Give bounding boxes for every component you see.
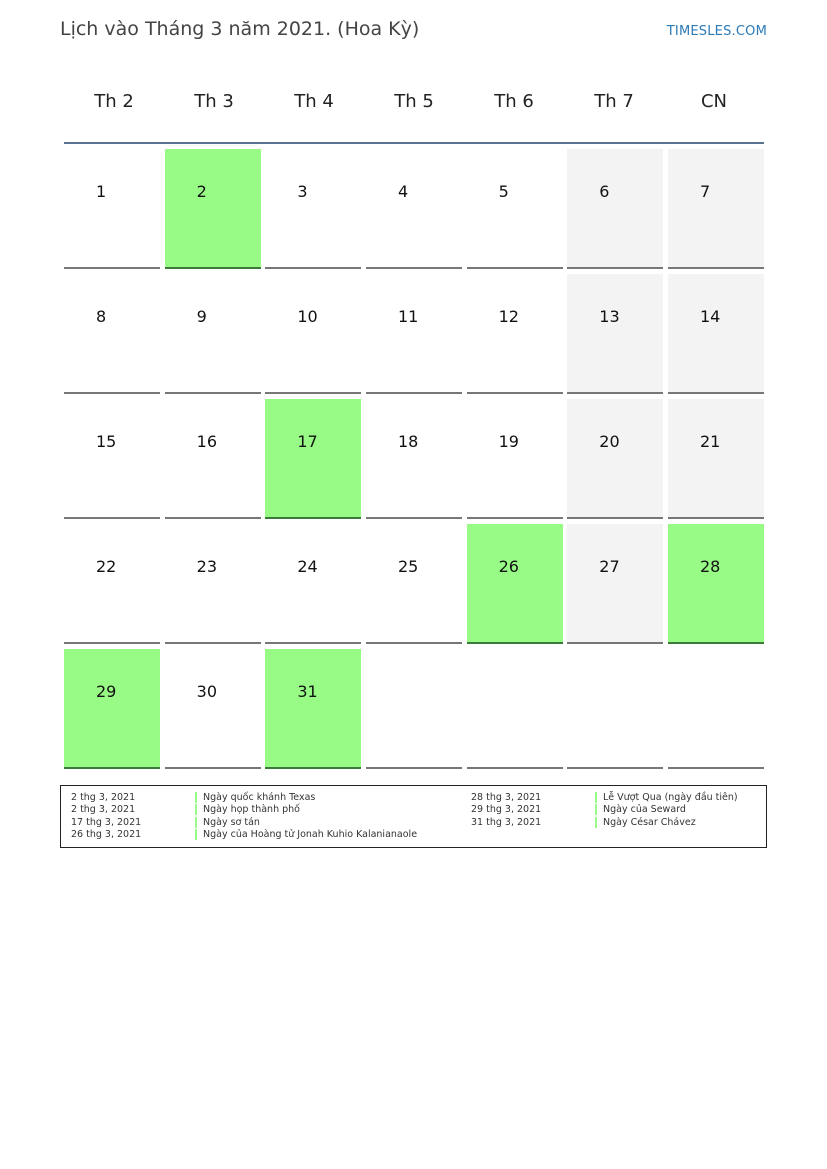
legend-holiday-name: Ngày César Chávez (603, 816, 696, 828)
day-number: 24 (297, 557, 318, 576)
weekday-label: Th 5 (394, 90, 434, 112)
page-title: Lịch vào Tháng 3 năm 2021. (Hoa Kỳ) (60, 18, 420, 40)
day-cell[interactable] (668, 524, 764, 644)
legend-date: 31 thg 3, 2021 (471, 816, 542, 828)
day-cell[interactable] (366, 399, 462, 519)
day-number: 25 (397, 557, 419, 576)
day-cell[interactable] (467, 149, 563, 269)
legend-date: 17 thg 3, 2021 (71, 816, 142, 828)
day-number: 7 (699, 182, 711, 201)
day-number: 17 (297, 432, 318, 451)
legend-date: 2 thg 3, 2021 (71, 804, 136, 816)
holiday-color-marker (595, 792, 597, 803)
legend-row (71, 829, 417, 842)
legend-holiday-name: Ngày của Seward (603, 804, 686, 816)
day-number: 1 (96, 182, 107, 201)
calendar-grid (64, 149, 764, 769)
day-cell[interactable] (567, 149, 663, 269)
day-cell[interactable] (467, 399, 563, 519)
legend-holiday-name: Ngày sơ tán (203, 816, 260, 828)
holiday-color-marker (195, 804, 197, 815)
day-number: 22 (96, 557, 117, 576)
legend-column-left (71, 791, 417, 841)
day-number: 9 (196, 307, 207, 326)
day-cell[interactable] (64, 274, 160, 394)
day-number: 16 (196, 432, 218, 451)
weekday-header (64, 60, 764, 144)
weekday-label: Th 4 (294, 90, 334, 112)
day-number: 11 (397, 307, 419, 326)
day-cell[interactable] (366, 274, 462, 394)
weekday-label: Th 6 (494, 90, 534, 112)
day-cell[interactable] (64, 149, 160, 269)
day-cell[interactable] (567, 524, 663, 644)
day-cell[interactable] (64, 649, 160, 769)
day-cell[interactable] (668, 399, 764, 519)
weekday-label: Th 3 (194, 90, 234, 112)
legend-date: 28 thg 3, 2021 (471, 791, 542, 803)
day-number: 10 (297, 307, 318, 326)
day-number: 18 (397, 432, 419, 451)
day-cell[interactable] (668, 274, 764, 394)
day-cell[interactable] (366, 149, 462, 269)
calendar (64, 60, 764, 769)
day-cell[interactable] (64, 399, 160, 519)
day-cell[interactable] (366, 524, 462, 644)
brand-link[interactable]: TIMESLES.COM (666, 24, 767, 39)
day-cell[interactable] (467, 274, 563, 394)
day-number: 6 (599, 182, 610, 201)
day-number: 31 (297, 682, 318, 701)
day-number: 19 (498, 432, 519, 451)
holiday-color-marker (195, 817, 197, 828)
legend-row (471, 816, 738, 829)
weekday-label: Th 2 (94, 90, 134, 112)
legend-holiday-name: Ngày của Hoàng tử Jonah Kuhio Kalanianaole (203, 829, 418, 841)
day-cell[interactable] (567, 274, 663, 394)
empty-day-cell (567, 649, 663, 769)
day-cell[interactable] (64, 524, 160, 644)
holiday-color-marker (595, 804, 597, 815)
legend-row (471, 804, 738, 817)
day-cell[interactable] (467, 524, 563, 644)
empty-day-cell (366, 649, 462, 769)
holiday-color-marker (195, 792, 197, 803)
day-number: 21 (699, 432, 721, 451)
day-cell[interactable] (265, 149, 361, 269)
legend-date: 26 thg 3, 2021 (71, 829, 142, 841)
day-number: 15 (96, 432, 117, 451)
holiday-color-marker (595, 817, 597, 828)
day-cell[interactable] (165, 274, 261, 394)
legend-date: 29 thg 3, 2021 (471, 804, 542, 816)
day-number: 2 (196, 182, 207, 201)
day-number: 26 (498, 557, 519, 576)
day-number: 14 (699, 307, 721, 326)
day-cell[interactable] (265, 649, 361, 769)
day-cell[interactable] (165, 399, 261, 519)
weekday-label: Th 7 (594, 90, 634, 112)
day-cell[interactable] (265, 399, 361, 519)
legend-column-right (471, 791, 738, 829)
legend-row (71, 804, 417, 817)
legend-row (71, 791, 417, 804)
day-number: 20 (599, 432, 620, 451)
day-number: 29 (96, 682, 117, 701)
day-cell[interactable] (265, 274, 361, 394)
legend-holiday-name: Lễ Vượt Qua (ngày đầu tiên) (603, 791, 738, 803)
day-number: 30 (196, 682, 218, 701)
day-number: 23 (196, 557, 218, 576)
legend-holiday-name: Ngày quốc khánh Texas (203, 791, 316, 803)
day-number: 3 (297, 182, 308, 201)
empty-day-cell (668, 649, 764, 769)
legend-row (471, 791, 738, 804)
day-cell[interactable] (165, 524, 261, 644)
day-cell[interactable] (668, 149, 764, 269)
day-number: 13 (599, 307, 620, 326)
day-cell[interactable] (567, 399, 663, 519)
legend-holiday-name: Ngày họp thành phố (203, 804, 300, 816)
day-number: 8 (96, 307, 107, 326)
legend-date: 2 thg 3, 2021 (71, 791, 136, 803)
legend-row (71, 816, 417, 829)
holiday-color-marker (195, 829, 197, 840)
day-number: 27 (599, 557, 620, 576)
holiday-legend (60, 785, 767, 848)
day-cell[interactable] (165, 649, 261, 769)
day-number: 5 (498, 182, 509, 201)
empty-day-cell (467, 649, 563, 769)
day-number: 12 (498, 307, 519, 326)
day-cell[interactable] (265, 524, 361, 644)
day-cell[interactable] (165, 149, 261, 269)
day-number: 28 (699, 557, 721, 576)
weekday-label: CN (700, 90, 728, 112)
day-number: 4 (397, 182, 409, 201)
